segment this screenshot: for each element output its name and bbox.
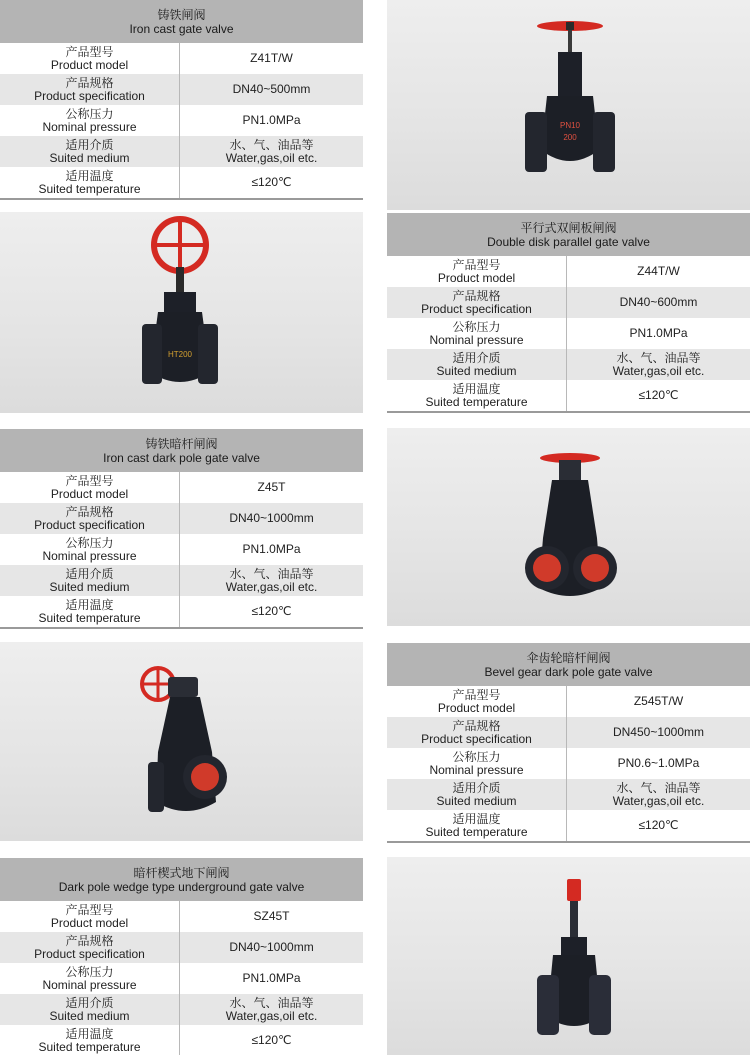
value-cell: Z545T/W bbox=[633, 694, 684, 708]
body-marking: HT200 bbox=[167, 350, 193, 359]
bevel-gear-valve-icon bbox=[0, 642, 363, 841]
label-cell: 公称压力 Nominal pressure bbox=[0, 105, 180, 136]
table-header bbox=[387, 213, 750, 256]
label-cell: 产品型号 Product model bbox=[387, 686, 567, 717]
spec-table-sz45t bbox=[0, 858, 363, 1055]
label-cell: 适用温度 Suited temperature bbox=[0, 596, 180, 627]
value-cell: ≤120℃ bbox=[251, 175, 292, 189]
value-cell: DN40~600mm bbox=[619, 295, 698, 309]
label-cell: 适用温度 Suited temperature bbox=[387, 380, 567, 411]
row-medium bbox=[387, 349, 750, 380]
value-cell: ≤120℃ bbox=[251, 604, 292, 618]
title-en: Iron cast gate valve bbox=[129, 21, 234, 36]
row-model bbox=[0, 472, 363, 503]
label-cell: 产品型号 Product model bbox=[0, 472, 180, 503]
spec-table-z45t bbox=[0, 429, 363, 629]
row-model bbox=[0, 901, 363, 932]
value-cell: 水、气、油品等 Water,gas,oil etc. bbox=[612, 350, 705, 378]
label-cell: 公称压力 Nominal pressure bbox=[387, 318, 567, 349]
value-cell: Z45T bbox=[257, 480, 286, 494]
label-cell: 适用介质 Suited medium bbox=[387, 349, 567, 380]
gate-valve-dark-pole-icon bbox=[387, 428, 750, 626]
row-temperature bbox=[0, 596, 363, 627]
valve-photo-z44t bbox=[0, 212, 363, 413]
table-divider bbox=[387, 411, 750, 413]
label-cell: 产品规格 Product specification bbox=[0, 503, 180, 534]
value-cell: PN1.0MPa bbox=[242, 971, 301, 985]
label-cell: 适用介质 Suited medium bbox=[0, 136, 180, 167]
row-medium bbox=[0, 565, 363, 596]
label-cell: 适用介质 Suited medium bbox=[0, 994, 180, 1025]
label-cell: 产品规格 Product specification bbox=[387, 287, 567, 318]
row-temperature bbox=[0, 167, 363, 198]
value-cell: DN450~1000mm bbox=[612, 725, 705, 739]
row-medium bbox=[0, 994, 363, 1025]
label-cell: 适用介质 Suited medium bbox=[387, 779, 567, 810]
gate-valve-handwheel-icon bbox=[0, 212, 363, 413]
row-pressure bbox=[0, 534, 363, 565]
label-cell: 产品型号 Product model bbox=[0, 901, 180, 932]
value-cell: 水、气、油品等 Water,gas,oil etc. bbox=[612, 780, 705, 808]
value-cell: ≤120℃ bbox=[638, 388, 679, 402]
label-cell: 公称压力 Nominal pressure bbox=[387, 748, 567, 779]
title-cn: 平行式双闸板闸阀 bbox=[520, 220, 617, 235]
value-cell: PN1.0MPa bbox=[629, 326, 688, 340]
row-temperature bbox=[387, 380, 750, 411]
gate-valve-rising-stem-icon bbox=[387, 0, 750, 210]
row-pressure bbox=[387, 748, 750, 779]
value-cell: ≤120℃ bbox=[251, 1033, 292, 1047]
label-cell: 适用介质 Suited medium bbox=[0, 565, 180, 596]
value-cell: PN1.0MPa bbox=[242, 542, 301, 556]
body-marking: 200 bbox=[563, 133, 577, 142]
label-cell: 产品规格 Product specification bbox=[0, 74, 180, 105]
table-header bbox=[0, 429, 363, 472]
spec-table-z545t bbox=[387, 643, 750, 843]
table-header bbox=[0, 0, 363, 43]
value-cell: SZ45T bbox=[253, 909, 290, 923]
label-cell: 适用温度 Suited temperature bbox=[0, 1025, 180, 1055]
label-cell: 适用温度 Suited temperature bbox=[387, 810, 567, 841]
title-en: Dark pole wedge type underground gate valve bbox=[58, 879, 305, 894]
spec-table-z41t bbox=[0, 0, 363, 200]
label-cell: 产品规格 Product specification bbox=[0, 932, 180, 963]
row-temperature bbox=[387, 810, 750, 841]
label-cell: 产品型号 Product model bbox=[387, 256, 567, 287]
row-spec bbox=[387, 287, 750, 318]
valve-photo-sz45t bbox=[387, 857, 750, 1055]
label-cell: 产品规格 Product specification bbox=[387, 717, 567, 748]
value-cell: DN40~1000mm bbox=[229, 940, 314, 954]
row-pressure bbox=[387, 318, 750, 349]
row-model bbox=[0, 43, 363, 74]
row-spec bbox=[0, 74, 363, 105]
value-cell: ≤120℃ bbox=[638, 818, 679, 832]
body-marking: PN10 bbox=[559, 121, 581, 130]
title-en: Bevel gear dark pole gate valve bbox=[484, 664, 653, 679]
value-cell: 水、气、油品等 Water,gas,oil etc. bbox=[225, 137, 318, 165]
valve-photo-z45t bbox=[387, 428, 750, 626]
row-spec bbox=[0, 503, 363, 534]
table-header bbox=[387, 643, 750, 686]
underground-gate-valve-icon bbox=[387, 857, 750, 1055]
value-cell: 水、气、油品等 Water,gas,oil etc. bbox=[225, 566, 318, 594]
title-en: Double disk parallel gate valve bbox=[487, 234, 650, 249]
row-spec bbox=[0, 932, 363, 963]
row-model bbox=[387, 256, 750, 287]
label-cell: 产品型号 Product model bbox=[0, 43, 180, 74]
title-en: Iron cast dark pole gate valve bbox=[103, 450, 260, 465]
value-cell: DN40~1000mm bbox=[229, 511, 314, 525]
row-pressure bbox=[0, 963, 363, 994]
row-model bbox=[387, 686, 750, 717]
row-temperature bbox=[0, 1025, 363, 1055]
title-cn: 铸铁闸阀 bbox=[157, 7, 206, 22]
value-cell: Z41T/W bbox=[250, 51, 293, 65]
label-cell: 适用温度 Suited temperature bbox=[0, 167, 180, 198]
table-divider bbox=[387, 841, 750, 843]
value-cell: PN0.6~1.0MPa bbox=[617, 756, 700, 770]
label-cell: 公称压力 Nominal pressure bbox=[0, 963, 180, 994]
table-divider bbox=[0, 627, 363, 629]
label-cell: 公称压力 Nominal pressure bbox=[0, 534, 180, 565]
title-cn: 铸铁暗杆闸阀 bbox=[145, 436, 218, 451]
spec-table-z44t bbox=[387, 213, 750, 413]
value-cell: 水、气、油品等 Water,gas,oil etc. bbox=[225, 995, 318, 1023]
row-spec bbox=[387, 717, 750, 748]
row-medium bbox=[387, 779, 750, 810]
value-cell: Z44T/W bbox=[637, 264, 680, 278]
row-medium bbox=[0, 136, 363, 167]
valve-photo-z545t bbox=[0, 642, 363, 841]
row-pressure bbox=[0, 105, 363, 136]
value-cell: DN40~500mm bbox=[232, 82, 311, 96]
title-cn: 伞齿轮暗杆闸阀 bbox=[526, 650, 611, 665]
title-cn: 暗杆楔式地下闸阀 bbox=[133, 865, 230, 880]
value-cell: PN1.0MPa bbox=[242, 113, 301, 127]
valve-photo-z41t bbox=[387, 0, 750, 210]
table-header bbox=[0, 858, 363, 901]
table-divider bbox=[0, 198, 363, 200]
